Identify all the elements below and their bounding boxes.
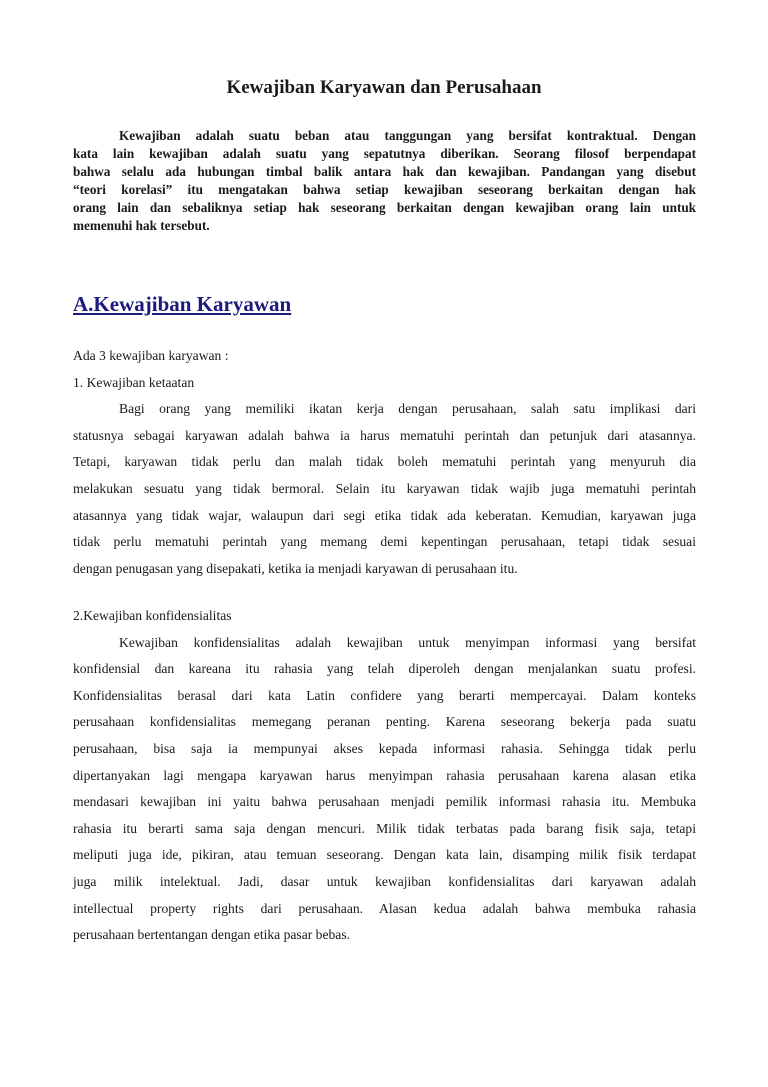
- section-a-body: [73, 343, 696, 582]
- paragraph-line: intellectual property rights dari perusahaan. Alasan kedua adalah bahwa membuka rahasia: [73, 900, 696, 916]
- intro-paragraph: [73, 127, 696, 235]
- paragraph-line: perusahaan konfidensialitas memegang peranan penting. Karena seseorang bekerja pada suatu: [73, 714, 696, 730]
- paragraph-line: dipertanyakan lagi mengapa karyawan harus menyimpan rahasia perusahaan karena alasan etika: [73, 767, 696, 783]
- paragraph-line: Kewajiban konfidensialitas adalah kewajiban untuk menyimpan informasi yang bersifat: [119, 634, 696, 650]
- paragraph-line: orang lain dan sebaliknya setiap hak seseorang berkaitan dengan kewajiban orang lain untuk: [73, 200, 696, 215]
- paragraph-line: mendasari kewajiban ini yaitu bahwa perusahaan menjadi pemilik informasi rahasia itu. Membuka: [73, 794, 696, 810]
- paragraph-line: melakukan sesuatu yang tidak bermoral. Selain itu karyawan tidak wajib juga mematuhi perintah: [73, 480, 696, 496]
- paragraph-line: rahasia itu berarti sama saja dengan mencuri. Milik tidak terbatas pada barang fisik saja, tetapi: [73, 820, 696, 836]
- section-heading: A.Kewajiban Karyawan: [73, 292, 292, 316]
- paragraph-line: statusnya sebagai karyawan adalah bahwa ia harus mematuhi perintah dan petunjuk dari atasannya.: [73, 427, 696, 443]
- paragraph-line: atasannya yang tidak wajar, walaupun dari segi etika tidak ada keberatan. Kemudian, karyawan juga: [73, 507, 696, 523]
- paragraph-line: tidak perlu mematuhi perintah yang memang demi kepentingan perusahaan, tetapi tidak sesuai: [73, 534, 696, 550]
- paragraph-line: bahwa selalu ada hubungan timbal balik antara hak dan kewajiban. Pandangan yang disebut: [73, 164, 696, 179]
- paragraph-line: Bagi orang yang memiliki ikatan kerja dengan perusahaan, salah satu implikasi dari: [119, 401, 696, 417]
- paragraph-line: juga milik intelektual. Jadi, dasar untuk kewajiban konfidensialitas dari karyawan adalah: [73, 873, 696, 889]
- item-title: 1. Kewajiban ketaatan: [73, 374, 195, 390]
- paragraph-line: dengan penugasan yang disepakati, ketika ia menjadi karyawan di perusahaan itu.: [73, 560, 518, 576]
- paragraph-line: memenuhi hak tersebut.: [73, 218, 210, 233]
- lead-text: Ada 3 kewajiban karyawan :: [73, 348, 229, 363]
- paragraph-line: meliputi juga ide, pikiran, atau temuan seseorang. Dengan kata lain, disamping milik fisik terdapat: [73, 847, 696, 863]
- item-title: 2.Kewajiban konfidensialitas: [73, 608, 232, 623]
- section-a-item2: [73, 603, 696, 949]
- paragraph-line: kata lain kewajiban adalah suatu yang sepatutnya diberikan. Seorang filosof berpendapat: [73, 146, 696, 161]
- paragraph-line: perusahaan, bisa saja ia mempunyai akses kepada informasi rahasia. Sehingga tidak perlu: [73, 740, 696, 756]
- paragraph-line: Konfidensialitas berasal dari kata Latin confidere yang berarti mempercayai. Dalam konteks: [73, 687, 696, 703]
- paragraph-line: konfidensial dan kareana itu rahasia yang telah diperoleh dengan menjalankan suatu profesi.: [73, 661, 696, 677]
- paragraph-line: Tetapi, karyawan tidak perlu dan malah tidak boleh mematuhi perintah yang menyuruh dia: [73, 454, 696, 470]
- document-title: Kewajiban Karyawan dan Perusahaan: [226, 77, 542, 98]
- paragraph-line: perusahaan bertentangan dengan etika pasar bebas.: [73, 927, 351, 943]
- paragraph-line: Kewajiban adalah suatu beban atau tanggungan yang bersifat kontraktual. Dengan: [119, 128, 696, 143]
- paragraph-line: “teori korelasi” itu mengatakan bahwa setiap kewajiban seseorang berkaitan dengan hak: [73, 182, 696, 197]
